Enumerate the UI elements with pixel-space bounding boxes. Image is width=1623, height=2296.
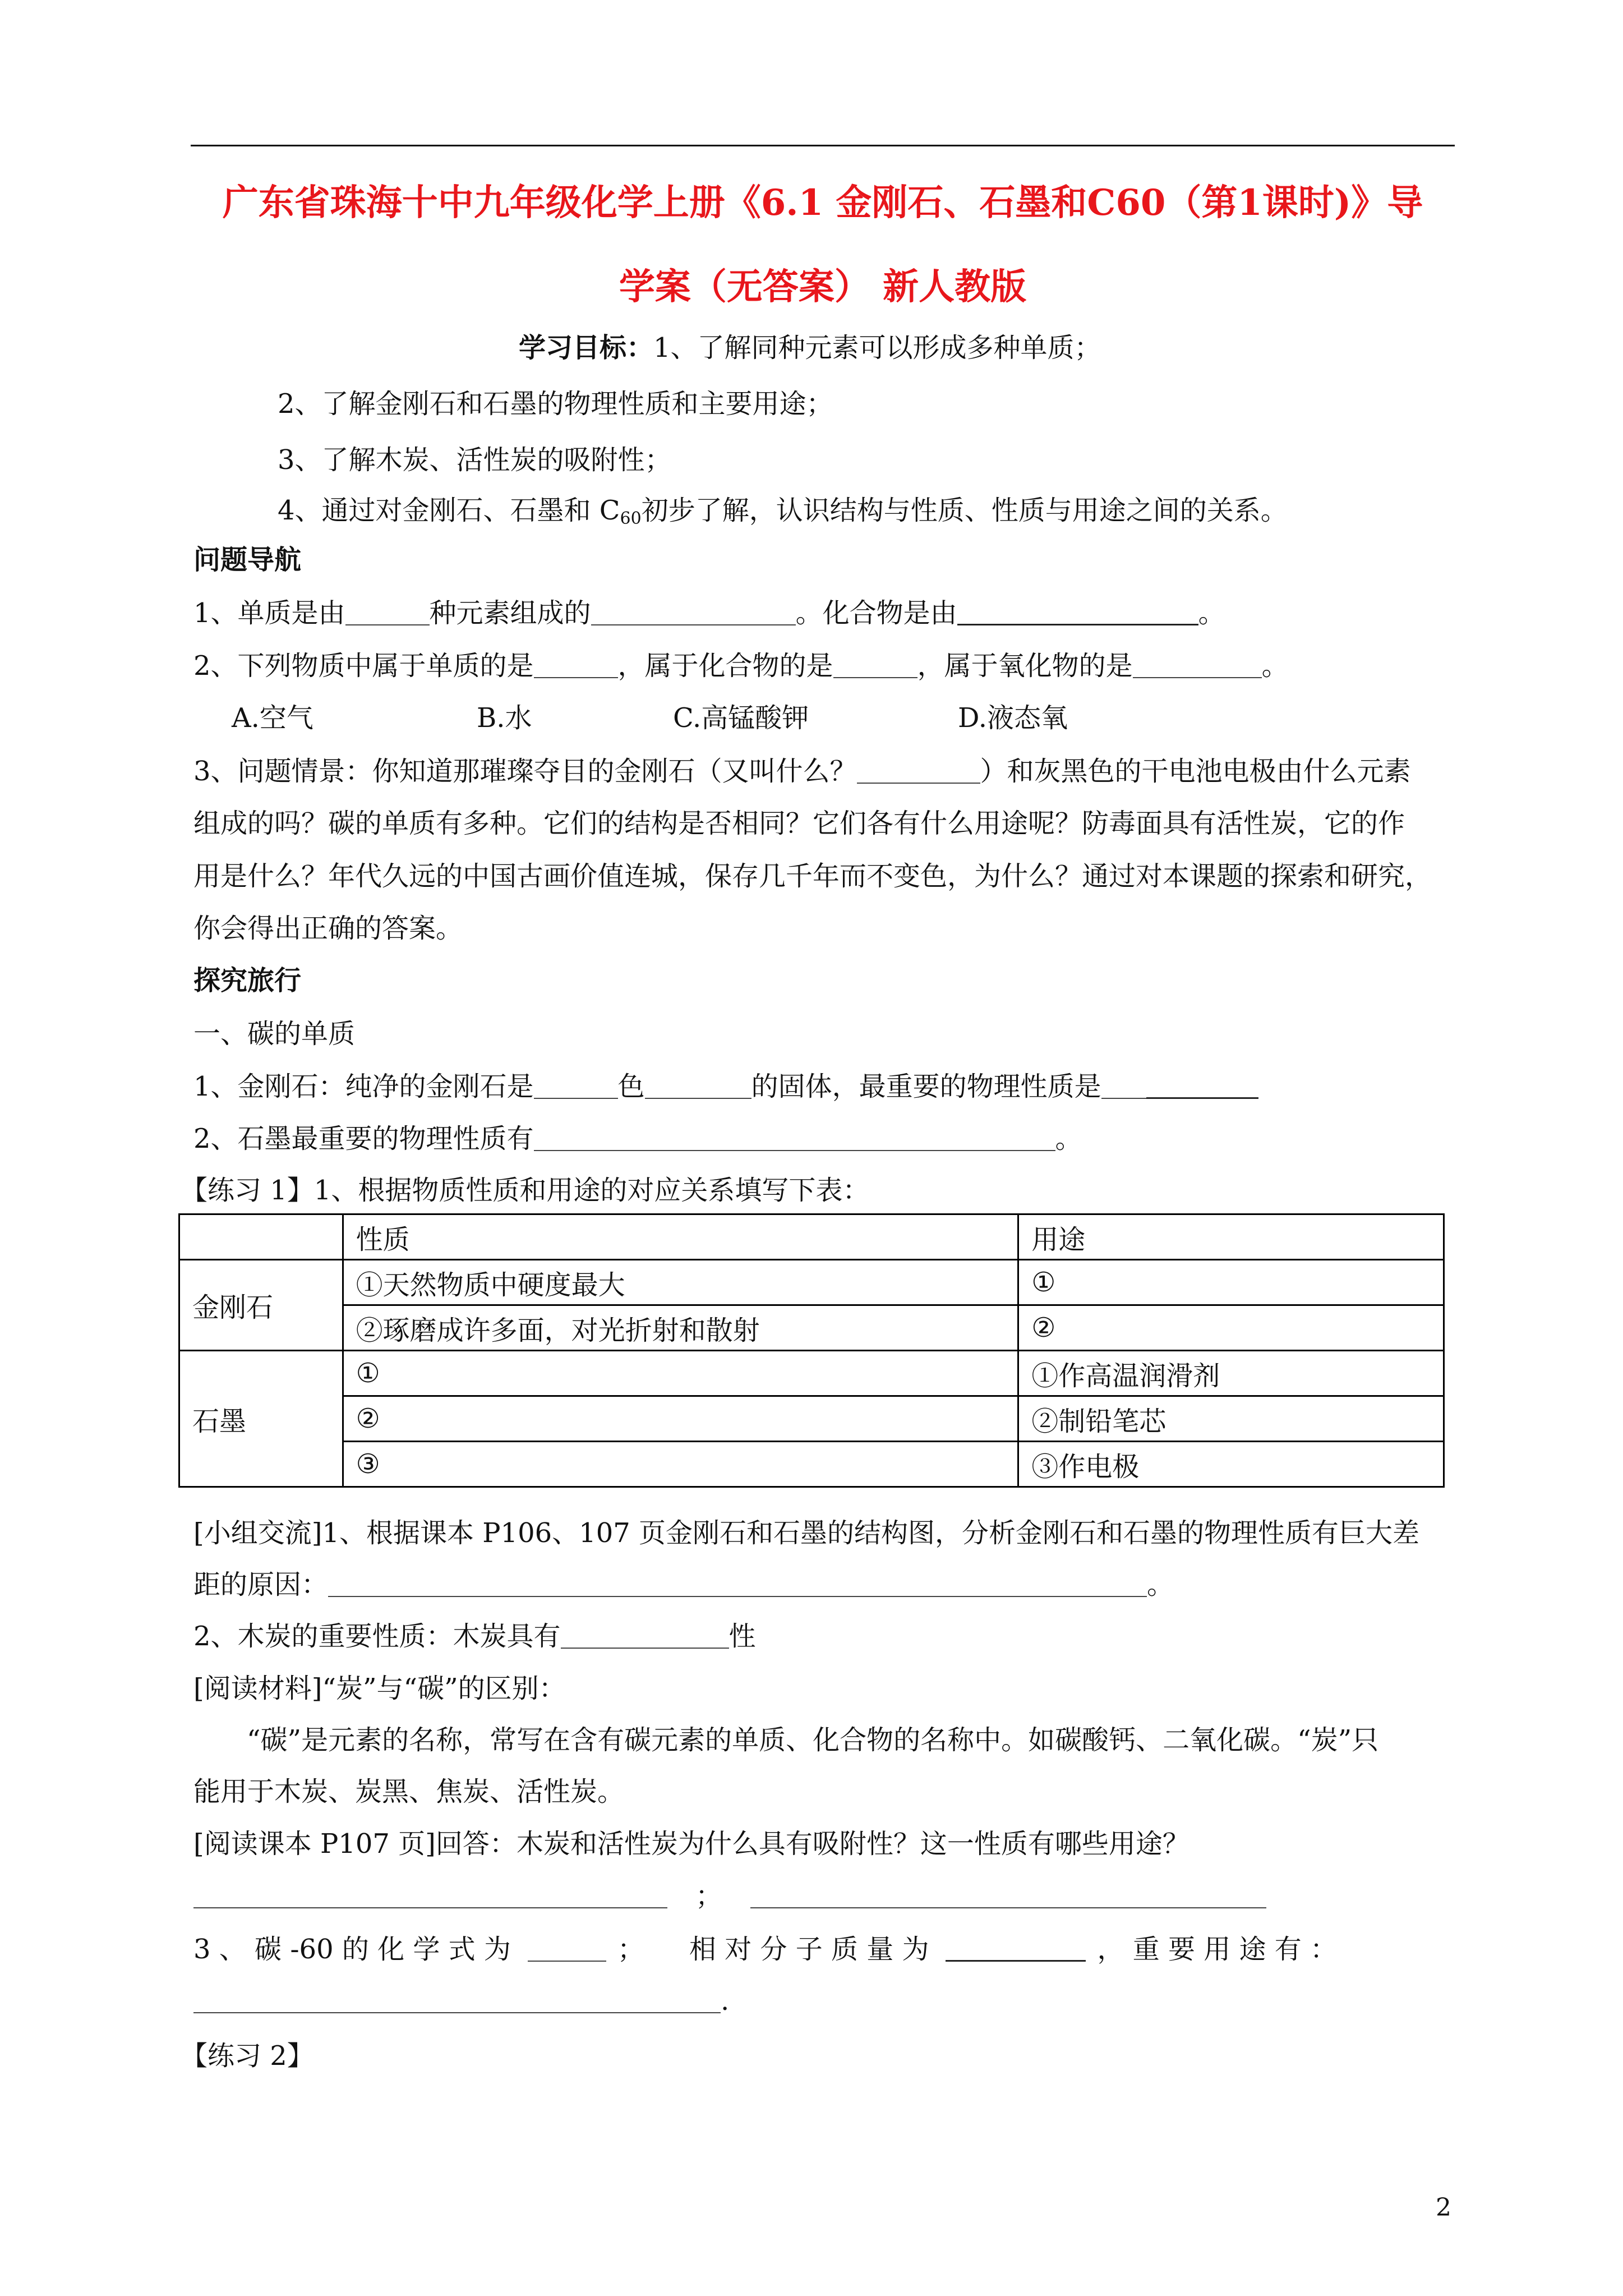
table-cell: ① xyxy=(1018,1260,1444,1305)
reading-question: [阅读课本 P107 页]回答：木炭和活性炭为什么具有吸附性？这一性质有哪些用途？ xyxy=(193,1828,1189,1860)
group-discussion-line2: 距的原因： 。 xyxy=(193,1569,1174,1600)
table-cell: ② xyxy=(1018,1305,1444,1351)
c60-answer-line: . xyxy=(193,1984,729,2018)
table-diamond-label: 金刚石 xyxy=(179,1260,343,1351)
table-cell: ③作电极 xyxy=(1018,1442,1444,1487)
table-graphite-label: 石墨 xyxy=(179,1351,343,1487)
graphite-question: 2、石墨最重要的物理性质有 。 xyxy=(193,1123,1082,1154)
answer-blanks: ； xyxy=(193,1879,1266,1913)
table-header-use: 用途 xyxy=(1018,1214,1444,1260)
table-cell: ③ xyxy=(343,1442,1018,1487)
charcoal-question: 2、木炭的重要性质：木炭具有 性 xyxy=(193,1621,756,1652)
objective-4: 4、通过对金刚石、石墨和 $C_{60}$初步了解，认识结构与性质、性质与用途之间的关系。 xyxy=(278,495,1288,528)
section-problem-nav: 问题导航 xyxy=(193,544,302,576)
c60-question: 3 、 碳 -60 的 化 学 式 为 ； 相 对 分 子 质 量 为 ， 重 要 用 途 有 ： xyxy=(193,1934,1338,1965)
exercise-1: 【练习 1】1、根据物质性质和用途的对应关系填写下表： xyxy=(181,1175,870,1206)
section-explore: 探究旅行 xyxy=(193,965,302,996)
group-discussion-line1: [小组交流]1、根据课本 P106、107 页金刚石和石墨的结构图，分析金刚石和石墨的物理性质有巨大差 xyxy=(193,1517,1420,1549)
section-carbon-elements: 一、碳的单质 xyxy=(193,1018,356,1050)
objective-3: 3、了解木炭、活性炭的吸附性； xyxy=(278,444,672,476)
reading-paragraph-1: “碳”是元素的名称，常写在含有碳元素的单质、化合物的名称中。如碳酸钙、二氧化碳。“炭”只 xyxy=(247,1724,1379,1756)
question-1: 1、单质是由 种元素组成的 。化合物是由 。 xyxy=(193,597,1225,629)
question-3-line4: 你会得出正确的答案。 xyxy=(193,913,463,944)
option-a: A.空气 xyxy=(232,702,313,734)
table-header-property: 性质 xyxy=(343,1214,1018,1260)
table-cell: ① xyxy=(343,1351,1018,1396)
option-b: B.水 xyxy=(477,702,532,734)
table-cell: ①作高温润滑剂 xyxy=(1018,1351,1444,1396)
question-3-line1: 3、问题情景：你知道那璀璨夺目的金刚石（又叫什么？ ）和灰黑色的干电池电极由什么元素 xyxy=(193,756,1411,787)
option-c: C.高锰酸钾 xyxy=(673,702,809,734)
property-use-table xyxy=(178,1213,1445,1488)
diamond-question: 1、金刚石：纯净的金刚石是 色 的固体，最重要的物理性质是 xyxy=(193,1070,1258,1103)
table-cell: ②制铅笔芯 xyxy=(1018,1396,1444,1442)
option-d: D.液态氧 xyxy=(958,702,1068,734)
question-3-line3: 用是什么？年代久远的中国古画价值连城，保存几千年而不变色，为什么？通过对本课题的探索和研究， xyxy=(193,861,1432,892)
exercise-2: 【练习 2】 xyxy=(181,2040,314,2072)
doc-title-line2: 学案（无答案） 新人教版 xyxy=(619,266,1027,308)
objective-2: 2、了解金刚石和石墨的物理性质和主要用途； xyxy=(278,388,833,420)
page-number: 2 xyxy=(1436,2193,1451,2222)
reading-title: [阅读材料]“炭”与“碳”的区别： xyxy=(193,1673,566,1704)
objective-1: 学习目标：1、了解同种元素可以形成多种单质； xyxy=(519,332,1101,364)
question-3-line2: 组成的吗？碳的单质有多种。它们的结构是否相同？它们各有什么用途呢？防毒面具有活性炭，它的作 xyxy=(193,808,1405,839)
table-cell: ①天然物质中硬度最大 xyxy=(343,1260,1018,1305)
table-cell: ② xyxy=(343,1396,1018,1442)
table-cell: ②琢磨成许多面，对光折射和散射 xyxy=(343,1305,1018,1351)
reading-paragraph-2: 能用于木炭、炭黑、焦炭、活性炭。 xyxy=(193,1776,625,1807)
question-2: 2、下列物质中属于单质的是 ，属于化合物的是 ，属于氧化物的是 。 xyxy=(193,650,1289,682)
header-rule xyxy=(191,145,1455,146)
table-header-blank xyxy=(179,1214,343,1260)
doc-title-line1: 广东省珠海十中九年级化学上册《6.1 金刚石、石墨和C60（第1课时)》导 xyxy=(222,182,1423,224)
